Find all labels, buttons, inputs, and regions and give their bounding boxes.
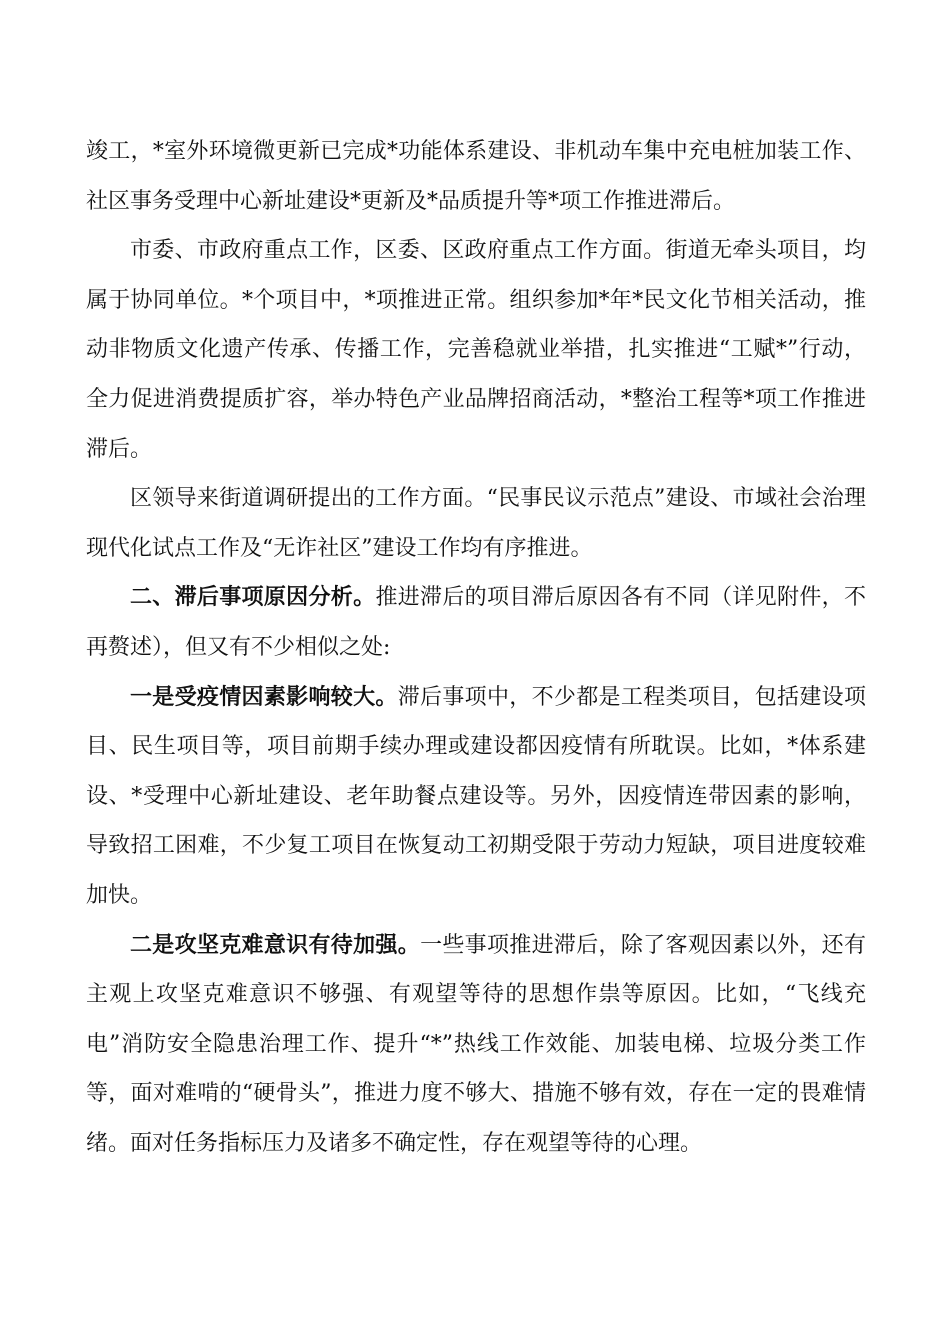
paragraph-text: 市委、市政府重点工作，区委、区政府重点工作方面。街道无牵头项目，均属于协同单位。*个项目中，*项推进正常。组织参加*年*民文化节相关活动，推动非物质文化遗产传承、传播工作，完善稳就业举措，扎实推进“工赋*”行动，全力促进消费提质扩容，举办特色产业品牌招商活动，*整治工程等*项工作推进滞后。 [86, 238, 866, 462]
paragraph-text: 滞后事项中，不少都是工程类项目，包括建设项目、民生项目等，项目前期手续办理或建设都因疫情有所耽误。比如，*体系建设、*受理中心新址建设、老年助餐点建设等。另外，因疫情连带因素的影响，导致招工困难，不少复工项目在恢复动工初期受限于劳动力短缺，项目进度较难加快。 [86, 684, 866, 908]
section-heading: 二、滞后事项原因分析。 [130, 584, 376, 611]
paragraph-municipal-work [86, 226, 866, 474]
paragraph-text: 推进滞后的项目滞后原因各有不同（详见附件，不再赘述），但又有不少相似之处: [86, 585, 866, 660]
paragraph-point-two [86, 921, 866, 1169]
paragraph-text: 区领导来街道调研提出的工作方面。“民事民议示范点”建设、市域社会治理现代化试点工作及“无诈社区”建设工作均有序推进。 [86, 486, 866, 561]
document-body [86, 127, 866, 1168]
paragraph-continuation [86, 127, 866, 226]
paragraph-text: 竣工，*室外环境微更新已完成*功能体系建设、非机动车集中充电桩加装工作、社区事务受理中心新址建设*更新及*品质提升等*项工作推进滞后。 [86, 139, 866, 214]
paragraph-section-two [86, 573, 866, 672]
point-heading: 二是攻坚克难意识有待加强。 [130, 931, 421, 958]
paragraph-point-one [86, 673, 866, 921]
paragraph-district-leaders [86, 474, 866, 573]
point-heading: 一是受疫情因素影响较大。 [130, 683, 398, 710]
paragraph-text: 一些事项推进滞后，除了客观因素以外，还有主观上攻坚克难意识不够强、有观望等待的思想作祟等原因。比如，“飞线充电”消防安全隐患治理工作、提升“*”热线工作效能、加装电梯、垃圾分类工作等，面对难啃的“硬骨头”，推进力度不够大、措施不够有效，存在一定的畏难情绪。面对任务指标压力及诸多不确定性，存在观望等待的心理。 [86, 932, 866, 1156]
